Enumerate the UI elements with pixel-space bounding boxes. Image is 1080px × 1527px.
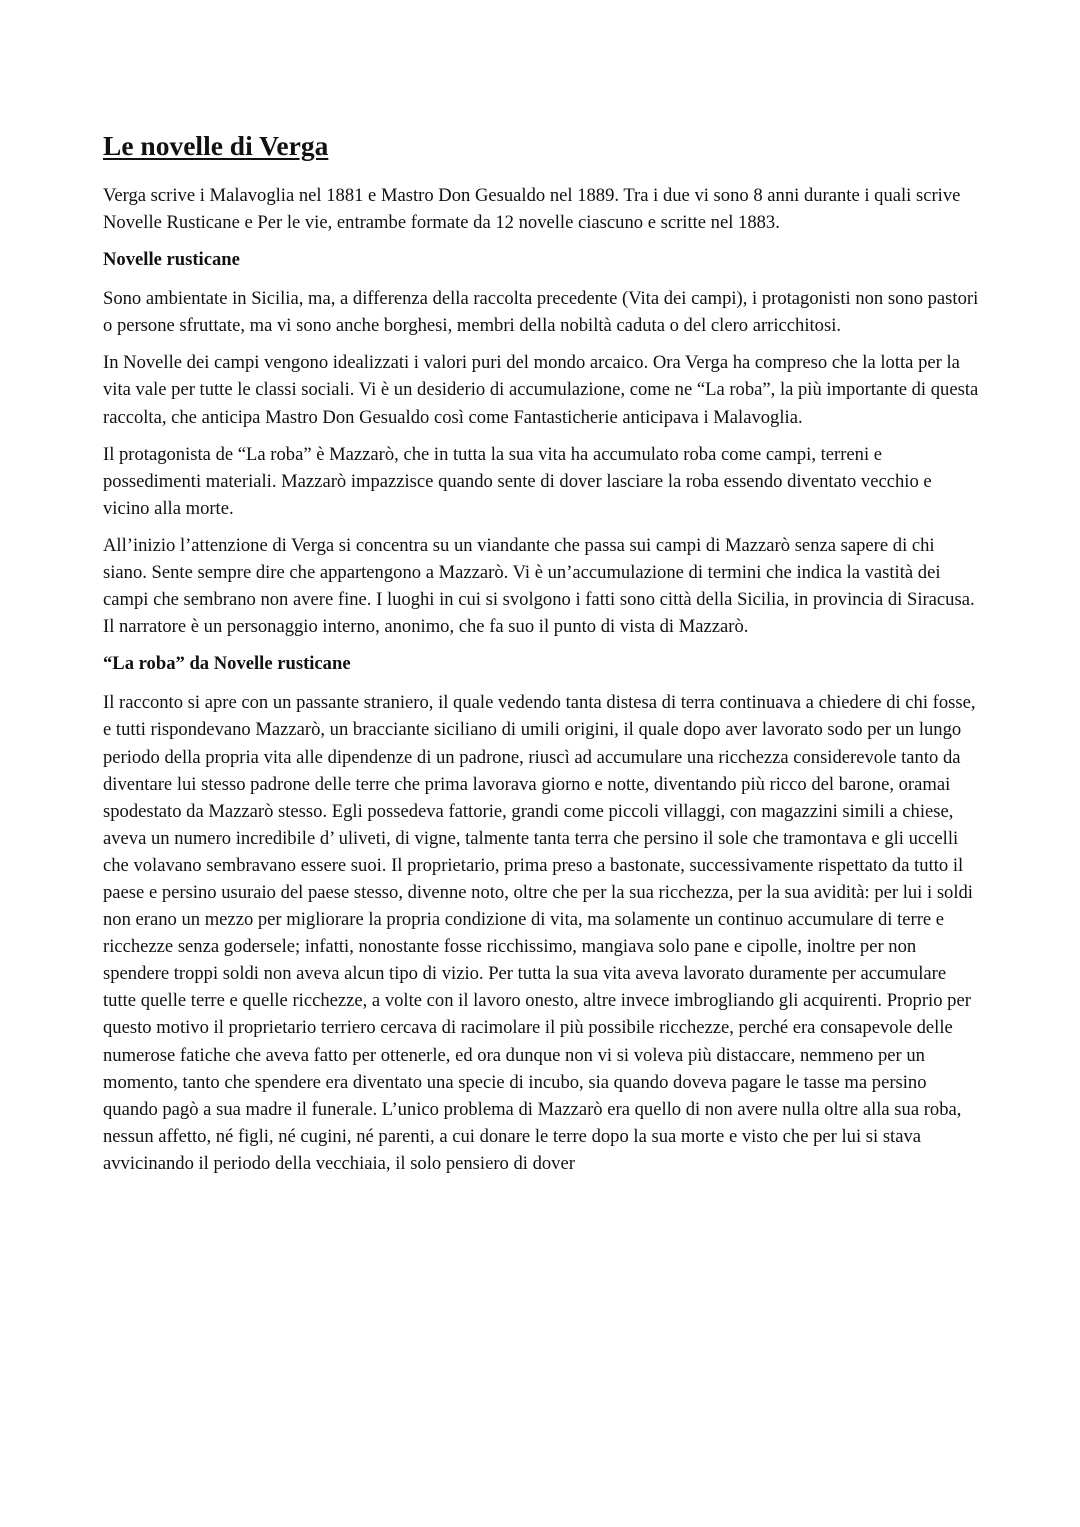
paragraph-racconto: Il racconto si apre con un passante straniero, il quale vedendo tanta distesa di terra continuava a chiedere di chi fosse, e tutti rispondevano Mazzarò, un bracciante siciliano di umili origini, il quale dopo aver lavorato sodo per un lungo periodo della propria vita alle dipendenze di un padrone, riuscì ad accumulare una ricchezza considerevole tanto da diventare lui stesso padrone delle terre che prima lavorava giorno e notte, diventando più ricco del barone, oramai spodestato da Mazzarò stesso. Egli possedeva fattorie, grandi come piccoli villaggi, con magazzini simili a chiese, aveva un numero incredibile d’ uliveti, di vigne, talmente tanta terra che persino il sole che tramontava e gli uccelli che volavano sembravano essere suoi. Il proprietario, prima preso a bastonate, successivamente rispettato da tutto il paese e persino usuraio del paese stesso, divenne noto, oltre che per la sua ricchezza, per la sua avidità: per lui i soldi non erano un mezzo per migliorare la propria condizione di vita, ma solamente un continuo accumulare di terre e ricchezze senza godersele; infatti, nonostante fosse ricchissimo, mangiava solo pane e cipolle, inoltre per non spendere troppi soldi non aveva alcun tipo di vizio. Per tutta la sua vita aveva lavorato duramente per accumulare tutte quelle terre e quelle ricchezze, a volte con il lavoro onesto, altre invece imbrogliando gli acquirenti. Proprio per questo motivo il proprietario terriero cercava di racimolare il più possibile ricchezze, perché era consapevole delle numerose fatiche che aveva fatto per ottenerle, ed ora dunque non vi si voleva più distaccare, nemmeno per un momento, tanto che spendere era diventato una specie di incubo, sia quando doveva pagare le tasse ma persino quando pagò a sua madre il funerale. L’unico problema di Mazzarò era quello di non avere nulla oltre alla sua roba, nessun affetto, né figli, né cugini, né parenti, a cui donare le terre dopo la sua morte e visto che per lui si stava avvicinando il periodo della vecchiaia, il solo pensiero di dover (103, 692, 976, 1174)
paragraph-viandante: All’inizio l’attenzione di Verga si concentra su un viandante che passa sui campi di Mazzarò senza sapere di chi siano. Sente sempre dire che appartengono a Mazzarò. Vi è un’accumulazione di termini che indica la vastità dei campi che sembrano non avere fine. I luoghi in cui si svolgono i fatti sono città della Sicilia, in provincia di Siracusa. Il narratore è un personaggio interno, anonimo, che fa suo il punto di vista di Mazzarò. (103, 534, 975, 638)
document-page (103, 128, 980, 1187)
section-heading-novelle-rusticane: Novelle rusticane (103, 249, 240, 271)
section-heading-la-roba: “La roba” da Novelle rusticane (103, 653, 351, 675)
paragraph-protagonista: Il protagonista de “La roba” è Mazzarò, che in tutta la sua vita ha accumulato roba come campi, terreni e possedimenti materiali. Mazzarò impazzisce quando sente di dover lasciare la roba essendo diventato vecchio e vicino alla morte. (103, 443, 932, 519)
paragraph-ambientazione: Sono ambientate in Sicilia, ma, a differenza della raccolta precedente (Vita dei campi), i protagonisti non sono pastori o persone sfruttate, ma vi sono anche borghesi, membri della nobiltà caduta o del clero arricchitosi. (103, 288, 979, 337)
intro-paragraph: Verga scrive i Malavoglia nel 1881 e Mastro Don Gesualdo nel 1889. Tra i due vi sono 8 anni durante i quali scrive Novelle Rusticane e Per le vie, entrambe formate da 12 novelle ciascuno e scritte nel 1883. (103, 185, 961, 234)
document-title: Le novelle di Verga (103, 130, 329, 161)
paragraph-novelle-dei-campi: In Novelle dei campi vengono idealizzati i valori puri del mondo arcaico. Ora Verga ha compreso che la lotta per la vita vale per tutte le classi sociali. Vi è un desiderio di accumulazione, come ne “La roba”, la più importante di questa raccolta, che anticipa Mastro Don Gesualdo così come Fantasticherie anticipava i Malavoglia. (103, 352, 979, 428)
